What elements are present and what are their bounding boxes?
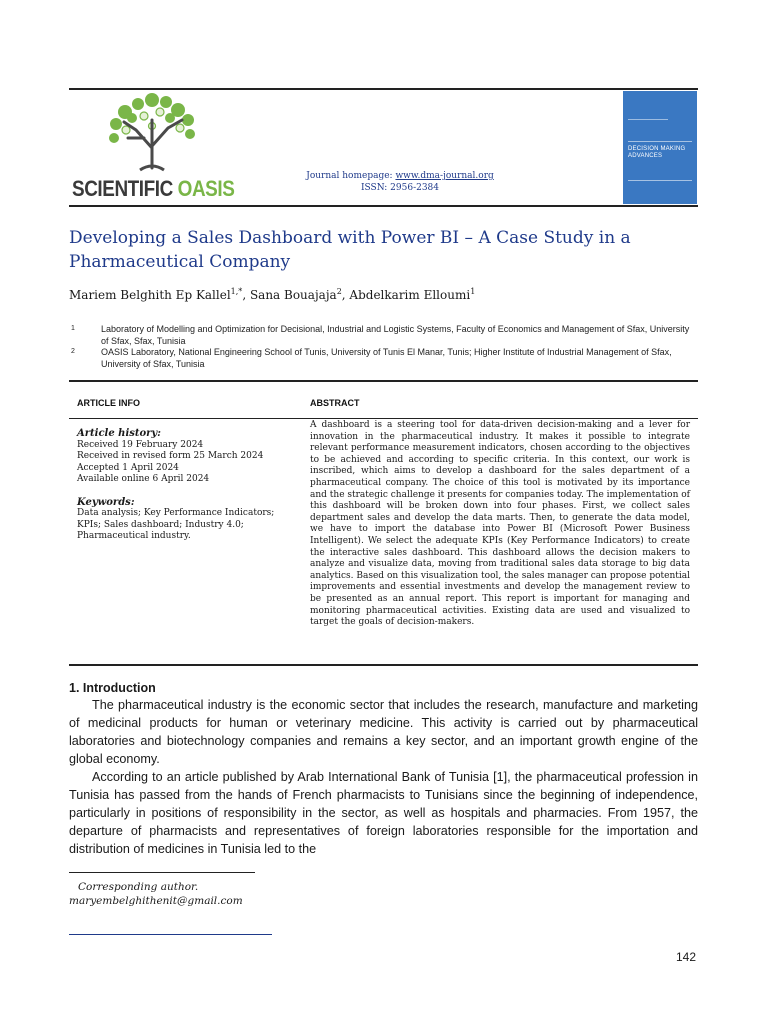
keywords-text: Data analysis; Key Performance Indicators; KPIs; Sales dashboard; Industry 4.0; Pharmaceutical industry. <box>77 508 275 541</box>
cover-decoration <box>628 119 668 132</box>
author-affil-sup: 1,* <box>230 287 243 296</box>
body-paragraph: According to an article published by Arab International Bank of Tunisia [1], the pharmaceutical profession in Tunisia has passed from the hands of French pharmacists to Tunisians since the beginning of independence, particularly in positions of responsibility in the sector, as well as hospitals and pharmacies. From 1957, the departure of pharmacists and representatives of foreign laboratories responsible for the importation and distribution of medicines in Tunisia led to the <box>69 770 698 856</box>
accepted-date: Accepted 1 April 2024 <box>77 462 179 473</box>
article-history-label: Article history: <box>77 428 161 439</box>
revised-date: Received in revised form 25 March 2024 <box>77 451 264 461</box>
cover-title-line1: DECISION MAKING <box>628 146 686 152</box>
footnote-label: Corresponding author. <box>78 881 199 893</box>
affiliation-text: Laboratory of Modelling and Optimization for Decisional, Industrial and Logistic Systems, Faculty of Economics and Management of Sfax, University of Sfax, Sfax, Tunisia <box>101 324 690 346</box>
info-table-top-rule <box>69 380 698 382</box>
journal-homepage <box>270 170 530 182</box>
article-info-heading: ARTICLE INFO <box>77 398 140 408</box>
journal-homepage-label: Journal homepage: <box>306 171 393 181</box>
abstract-text: A dashboard is a steering tool for data-driven decision-making and a lever for innovation in the pharmaceutical industry. It makes it possible to integrate relevant performance measurement indicators, chosen according to the objectives to be achieved and according to specific criteria. In this context, our work is inscribed, which aims to develop a dashboard for the sales department of a pharmaceutical company. The choice of this tool is motivated by its importance and the strategic challenge it presents for companies today. The implementation of this dashboard will be broken down into four phases. First, we collect sales department sales and develop the data marts. Then, to generate the data model, we have to import the database into Power BI (Microsoft Power Business Intelligent). We select the adequate KPIs (Key Performance Indicators) to create the interactive sales dashboard. This dashboard allows the decision makers to analyze and visualize data, moving from traditional sales data storage to big data analytics. Based on this visualization tool, the sales manager can propose potential improvements and essential investments and develop the management review to be presented as an annual report. This report is important for managing and monitoring pharmaceutical activities. Existing data are used and visualized to target the goals of decision-makers. <box>310 420 690 628</box>
journal-info <box>270 170 530 194</box>
section-title-introduction: 1. Introduction <box>69 681 156 695</box>
journal-issn: ISSN: 2956-2384 <box>360 183 440 193</box>
publisher-logo-text <box>72 176 234 202</box>
author-name: Mariem Belghith Ep Kallel <box>69 288 231 302</box>
footer-blue-rule <box>69 934 272 935</box>
footnote-rule <box>69 872 255 873</box>
author-affil-sup: 2 <box>336 287 342 296</box>
author-name: , Sana Bouajaja <box>242 288 337 302</box>
header-bottom-rule <box>69 205 698 207</box>
info-table-bottom-rule <box>69 664 698 666</box>
cover-divider-bottom <box>628 180 692 181</box>
author-name: , Abdelkarim Elloumi <box>341 288 471 302</box>
cover-title <box>628 146 685 160</box>
author-affil-sup: 1 <box>470 287 476 296</box>
paper-title <box>69 226 709 274</box>
article-info-column <box>77 428 297 543</box>
received-date: Received 19 February 2024 <box>77 439 204 450</box>
tree-logo-icon <box>70 90 242 180</box>
corresponding-author-footnote <box>69 880 243 908</box>
paper-title-line2: Pharmaceutical Company <box>69 252 291 272</box>
cover-title-line2: ADVANCES <box>628 153 663 159</box>
journal-homepage-link[interactable]: www.dma-journal.org <box>395 171 494 181</box>
affiliation-number: 2 <box>71 348 75 355</box>
logo-word-scientific: SCIENTIFIC <box>72 176 173 201</box>
journal-cover <box>623 91 697 204</box>
affiliation-2 <box>69 347 699 370</box>
affiliation-number: 1 <box>71 325 75 332</box>
paper-title-line1: Developing a Sales Dashboard with Power BI – A Case Study in a <box>69 228 631 248</box>
author-list <box>69 287 475 302</box>
online-date: Available online 6 April 2024 <box>77 474 210 484</box>
logo-word-oasis: OASIS <box>177 176 235 201</box>
keywords-label: Keywords: <box>77 496 135 508</box>
author-email[interactable]: maryembelghithenit@gmail.com <box>69 895 243 907</box>
affiliation-1 <box>69 324 699 347</box>
info-table-header-rule <box>69 418 698 419</box>
affiliation-text: OASIS Laboratory, National Engineering School of Tunis, University of Tunis El Manar, Tunis; Higher Institute of Industrial Management of Sfax, University of Sfax, Tunisia <box>101 347 672 369</box>
abstract-heading: ABSTRACT <box>310 398 360 408</box>
cover-divider <box>628 141 692 142</box>
page-number: 142 <box>676 950 697 964</box>
body-paragraph: The pharmaceutical industry is the economic sector that includes the research, manufacture and marketing of medicinal products for human or veterinary medicine. This activity is carried out by pharmaceutical laboratories and biotechnology companies and remains a key sector, and an important growth engine of the global economy. <box>69 698 698 766</box>
